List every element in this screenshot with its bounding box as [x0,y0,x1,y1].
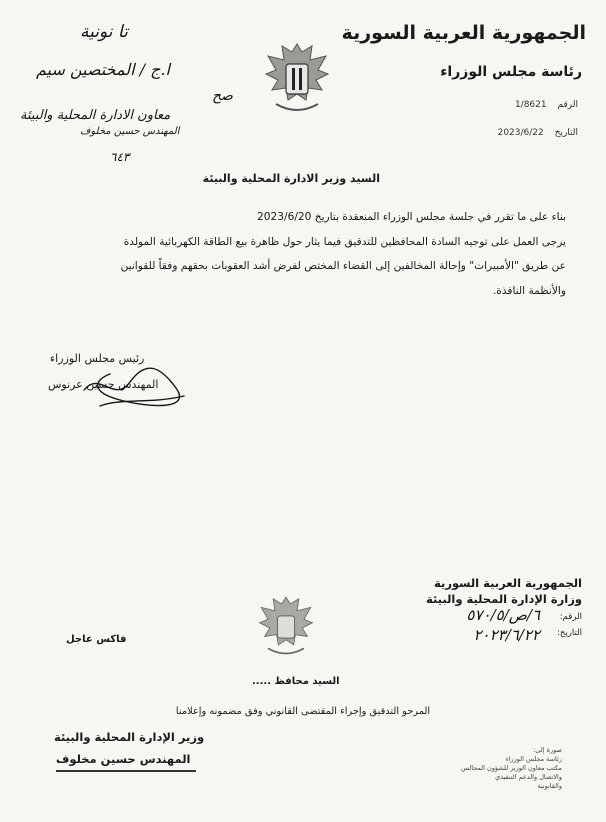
forward-ministry: وزارة الإدارة المحلية والبيئة [426,592,582,606]
signature-underline [56,770,196,772]
signature-title: رئيس مجلس الوزراء [50,352,145,365]
forward-addressee: السيد محافظ ..... [252,676,340,687]
letter-body [42,205,566,303]
copies-line: صورة إلى: [533,746,562,754]
forward-signature-name: المهندس حسين مخلوف [56,752,191,766]
forward-republic: الجمهورية العربية السورية [434,576,582,590]
eagle-emblem-icon [262,38,332,120]
forward-signature-title: وزير الإدارة المحلية والبيئة [54,730,205,744]
eagle-emblem-icon [256,592,316,662]
forward-date-value: ٢٠٢٣/٦/٢٢ [473,626,540,644]
copies-line: مكتب معاون الوزير للشؤون المجالس [460,764,562,772]
signature-scrawl [80,360,190,412]
header-date [490,128,578,138]
handwritten-checkmark: صح [212,88,233,104]
handwritten-note-2: ا.ج / المختصين سيم [36,60,170,79]
forward-ref-label: الرقم: [559,612,582,622]
fax-urgent-label: فاكس عاجل [66,634,127,645]
signature-name: المهندس حسين عرنوس [48,378,159,391]
letter-addressee: السيد وزير الادارة المحلية والبيئة [202,172,380,185]
handwritten-note-1: تا نونية [80,22,128,42]
forward-date-label: التاريخ: [557,628,582,638]
header-republic: الجمهورية العربية السورية [341,22,586,44]
copies-line: والقانونية [537,782,562,790]
handwritten-note-5: ٦٤٣ [110,150,130,164]
copies-line: والاتصال والدعم التنفيذي [495,773,562,781]
handwritten-note-3: معاون الادارة المحلية والبيئة [20,108,171,123]
copies-line: رئاسة مجلس الوزراء [505,755,562,763]
handwritten-note-4: المهندس حسين مخلوف [80,126,180,137]
header-date-label: التاريخ [554,128,578,138]
forward-ref-value: ٦/ص/٥٧٠/٥ [466,606,540,624]
header-date-value: 2023/6/22 [497,128,544,138]
letter-body-line-4: والأنظمة النافذة. [492,284,566,297]
header-ref-label: الرقم [557,100,578,110]
copies-list [412,746,562,791]
header-ref [507,100,578,110]
header-presidency: رئاسة مجلس الوزراء [440,64,582,80]
header-ref-value: 1/8621 [514,100,547,110]
letter-body-line-2: يرجى العمل على توجيه السادة المحافظين للتدقيق فيما يثار حول ظاهرة بيع الطاقة الكهربائية المولدة [123,235,566,248]
letter-body-line-1: بناء على ما تقرر في جلسة مجلس الوزراء المنعقدة بتاريخ 2023/6/20 [257,211,566,223]
letter-body-line-3: عن طريق "الأمبيرات" وإحالة المخالفين إلى القضاء المختص لفرض أشد العقوبات بحقهم وفقاً للقوانين [120,260,566,272]
forward-request: المرجو التدقيق وإجراء المقتضى القانوني وفق مضمونه وإعلامنا [175,706,431,717]
